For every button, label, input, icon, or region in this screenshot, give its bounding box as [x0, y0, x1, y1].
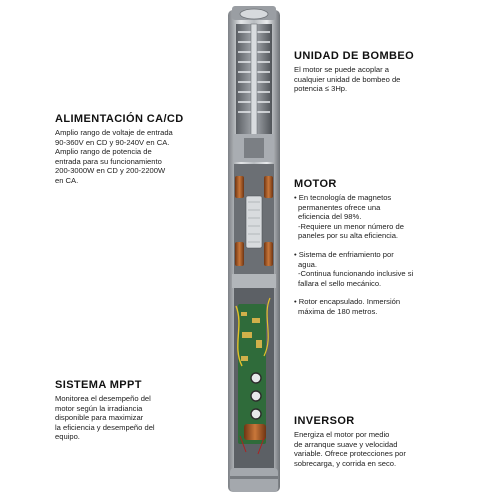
coupling-inner — [244, 138, 264, 158]
stator-winding-right — [264, 242, 273, 266]
pump-cutaway-illustration — [222, 6, 286, 496]
motor-list — [294, 193, 449, 317]
motor-item: -Continua funcionando inclusive si — [298, 269, 414, 279]
motor-item: máxima de 180 metros. — [298, 306, 378, 316]
rotor — [246, 196, 262, 248]
section-unidad-bombeo — [294, 50, 444, 94]
motor-item: • Sistema de enfriamiento por — [294, 249, 394, 259]
unidad-bombeo-text: El motor se puede acoplar a cualquier unidad de bombeo de potencia ≤ 3Hp. — [294, 65, 401, 94]
section-alimentacion — [55, 113, 215, 186]
sistema-mppt-title: SISTEMA MPPT — [55, 379, 142, 391]
sistema-mppt-text: Monitorea el desempeño del motor según la irradiancia disponible para maximizar la eficiencia y desempeño del equipo. — [55, 394, 155, 442]
motor-title: MOTOR — [294, 178, 337, 190]
pump-shaft — [251, 24, 257, 144]
capacitors — [251, 373, 261, 419]
alimentacion-text: Amplio rango de voltaje de entrada 90-360V en CD y 90-240V en CA. Amplio rango de potencia de entrada para su funcionamiento 200-3000W en CD y 200-2200W en CA. — [55, 128, 173, 185]
motor-base — [232, 274, 276, 288]
inversor-title: INVERSOR — [294, 415, 355, 427]
bottom-cap — [230, 468, 278, 492]
motor-item: • Rotor encapsulado. Inmersión — [294, 297, 401, 307]
unidad-bombeo-title: UNIDAD DE BOMBEO — [294, 50, 415, 62]
motor-item: agua. — [298, 259, 318, 269]
motor-item: • En tecnología de magnetos — [294, 193, 392, 202]
motor-item: fallara el sello mecánico. — [298, 278, 382, 288]
motor-item: paneles por su alta eficiencia. — [298, 231, 399, 241]
stator-winding-left — [235, 176, 244, 198]
inversor-text: Energiza el motor por medio de arranque suave y velocidad variable. Ofrece protecciones por sobrecarga, y corrida en seco. — [294, 430, 406, 468]
motor-item: eficiencia del 98%. — [298, 212, 362, 222]
section-motor — [294, 178, 449, 317]
motor-item: -Requiere un menor número de — [298, 221, 404, 231]
motor-item: permanentes ofrece una — [298, 202, 381, 212]
stator-winding-right — [264, 176, 273, 198]
alimentacion-title: ALIMENTACIÓN CA/CD — [55, 113, 184, 125]
bottom-ring — [230, 476, 278, 479]
motor-spacer — [294, 288, 449, 297]
copper-coil — [244, 424, 266, 440]
motor-spacer — [294, 241, 449, 250]
section-sistema-mppt — [55, 379, 220, 442]
section-inversor — [294, 415, 444, 468]
top-outlet — [240, 9, 268, 19]
stator-winding-left — [235, 242, 244, 266]
